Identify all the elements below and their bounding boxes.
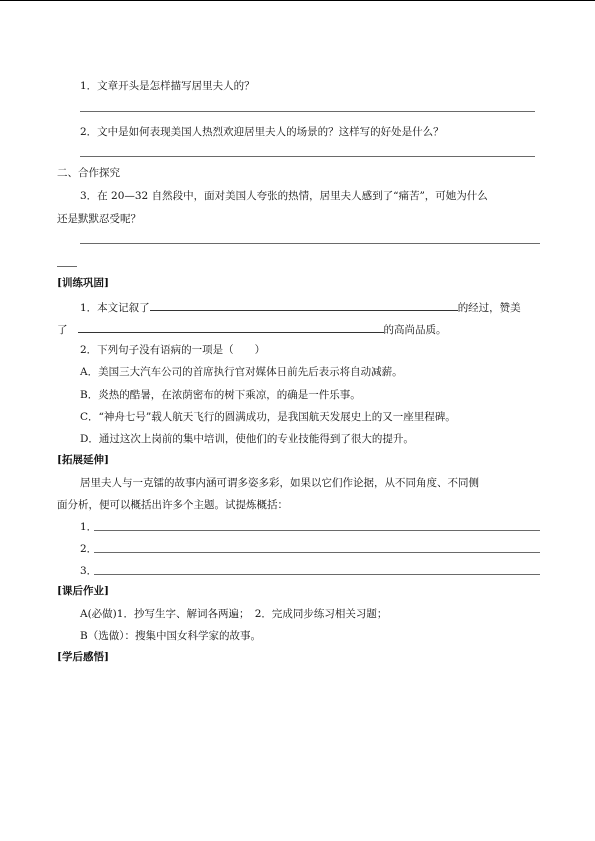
section-heading-training: [训练巩固] [57,277,109,289]
section-heading-reflection: [学后感悟] [57,651,109,663]
training-q1-blank1[interactable] [150,299,458,311]
training-q1-line2 [57,321,447,337]
question-1: 1．文章开头是怎样描写居里夫人的？ [80,80,255,92]
extension-item-1-label: 1． [80,521,98,533]
extension-item-2-line[interactable] [94,552,540,553]
training-q1-suffix: 的高尚品质。 [383,324,447,336]
training-q1-line2-prefix: 了 [57,324,68,336]
training-q1-mid: 的经过，赞美 [457,302,521,314]
question-3-line1: 3．在 20—32 自然段中，面对美国人夸张的热情，居里夫人感到了“痛苦”，可她为什么 [80,190,488,202]
answer-line-q3[interactable] [80,243,540,244]
training-q2: 2．下列句子没有语病的一项是（ ） [80,344,266,356]
option-b: B．炎热的酷暑，在浓荫密布的树下乘凉，的确是一件乐事。 [80,389,361,401]
option-d: D．通过这次上岗前的集中培训，使他们的专业技能得到了很大的提升。 [80,433,414,445]
extension-item-3-line[interactable] [94,574,540,575]
answer-line-q1[interactable] [80,111,535,112]
extension-item-1-line[interactable] [94,530,540,531]
section-heading-extension: [拓展延伸] [57,454,109,466]
answer-line-q2[interactable] [80,156,535,157]
training-q1-blank2[interactable] [78,321,384,333]
homework-optional: B（选做）：搜集中国女科学家的故事。 [80,630,261,642]
training-q1-line1 [80,299,521,315]
extension-paragraph-line2: 面分析，便可以概括出许多个主题。试提炼概括： [57,499,288,511]
option-c: C．“神舟七号”载人航天飞行的圆满成功，是我国航天发展史上的又一座里程碑。 [80,411,456,423]
section-heading-homework: [课后作业] [57,585,109,597]
page-top-rule [0,0,595,1]
extension-item-3-label: 3． [80,565,98,577]
homework-required: A(必做)1．抄写生字、解词各两遍； 2．完成同步练习相关习题； [80,608,388,620]
section-heading-cooperative: 二、合作探究 [57,167,120,179]
extension-paragraph-line1: 居里夫人与一克镭的故事内涵可谓多姿多彩，如果以它们作论据，从不同角度、不同侧 [80,477,479,489]
extension-item-2-label: 2． [80,543,98,555]
training-q1-prefix: 1．本文记叙了 [80,302,150,314]
answer-line-q3-tail[interactable] [57,266,77,267]
question-2: 2．文中是如何表现美国人热烈欢迎居里夫人的场景的？这样写的好处是什么？ [80,126,444,138]
option-a: A．美国三大汽车公司的首席执行官对媒体日前先后表示将自动减薪。 [80,366,403,378]
question-3-line2: 还是默默忍受呢？ [57,213,141,225]
